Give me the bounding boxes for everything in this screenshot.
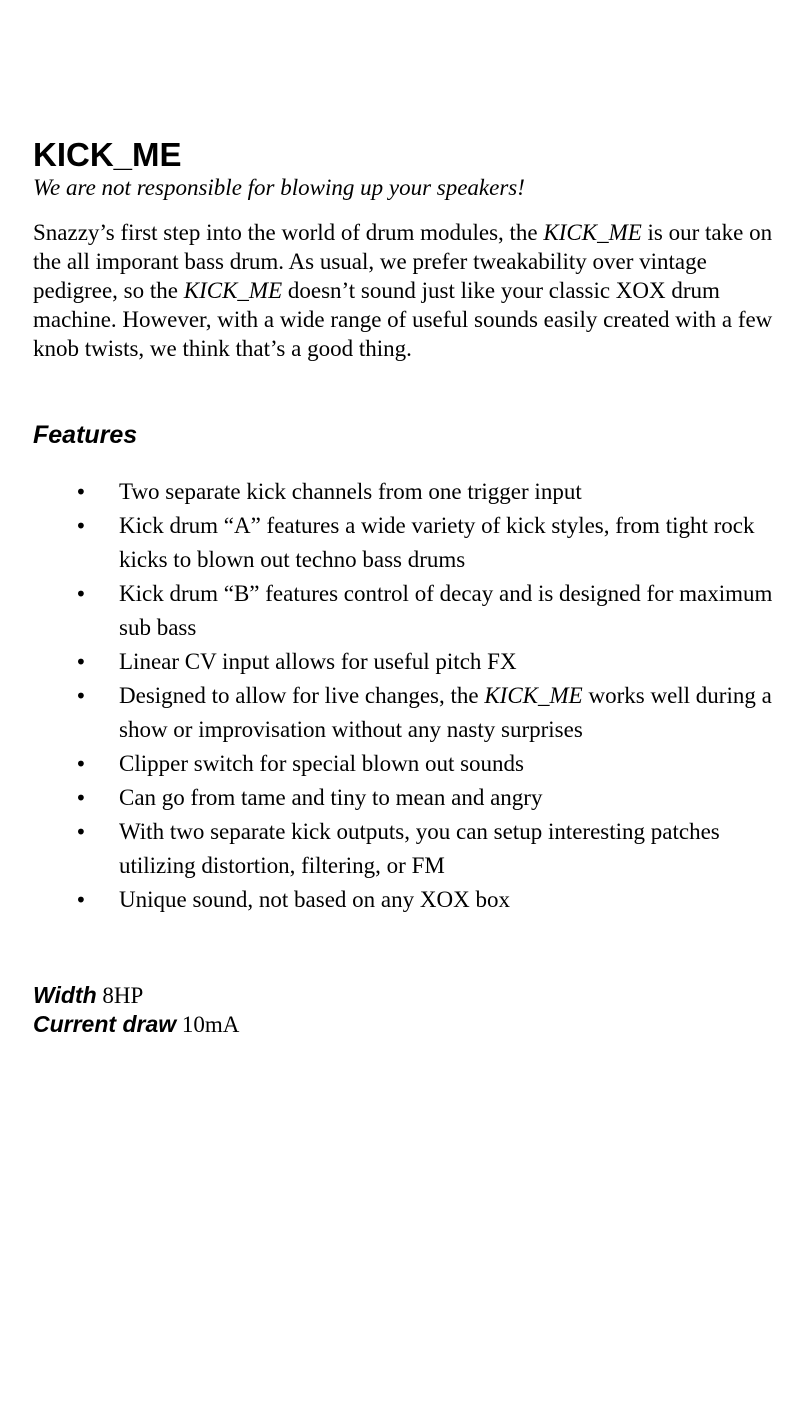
features-heading: Features <box>33 421 138 449</box>
bullet-icon: • <box>75 820 87 844</box>
bullet-icon: • <box>75 752 87 776</box>
feature-item <box>33 577 779 645</box>
feature-text: Can go from tame and tiny to mean and angry <box>119 785 543 810</box>
feature-item <box>33 883 779 917</box>
feature-item <box>33 815 779 883</box>
intro-text-3: doesn’t sound just like your classic XOX drum machine. However, with a wide range of useful sounds easily created with a few knob twists, we think that’s a good thing. <box>33 278 773 361</box>
spec-width-value: 8HP <box>102 983 144 1008</box>
product-tagline: We are not responsible for blowing up your speakers! <box>33 175 525 200</box>
bullet-icon: • <box>75 514 87 538</box>
spec-width-label: Width <box>33 982 97 1008</box>
spec-current-value: 10mA <box>181 1012 240 1037</box>
feature-text: Kick drum “A” features a wide variety of kick styles, from tight rock kicks to blown out techno bass drums <box>119 513 755 572</box>
feature-text: Clipper switch for special blown out sounds <box>119 751 525 776</box>
bullet-icon: • <box>75 650 87 674</box>
feature-item <box>33 475 779 509</box>
feature-text-post: works well during a show or improvisation without any nasty surprises <box>119 683 772 742</box>
feature-text: Unique sound, not based on any XOX box <box>119 887 510 912</box>
intro-product-name-2: KICK_ME <box>183 278 283 303</box>
feature-item <box>33 645 779 679</box>
intro-product-name-1: KICK_ME <box>543 220 642 245</box>
feature-text-pre: Designed to allow for live changes, the <box>119 683 485 708</box>
feature-text: Linear CV input allows for useful pitch FX <box>119 649 517 674</box>
product-title: KICK_ME <box>33 136 182 173</box>
feature-text: Two separate kick channels from one trigger input <box>119 479 582 504</box>
feature-text: Kick drum “B” features control of decay and is designed for maximum sub bass <box>119 581 773 640</box>
feature-text: With two separate kick outputs, you can setup interesting patches utilizing distortion, filtering, or FM <box>119 819 720 878</box>
feature-item <box>33 679 779 747</box>
bullet-icon: • <box>75 480 87 504</box>
feature-item <box>33 509 779 577</box>
feature-item <box>33 747 779 781</box>
product-sheet <box>33 136 783 1039</box>
spec-current-draw <box>33 1010 783 1039</box>
bullet-icon: • <box>75 888 87 912</box>
spec-current-label: Current draw <box>33 1011 177 1037</box>
features-list <box>33 475 783 917</box>
bullet-icon: • <box>75 786 87 810</box>
feature-product-name: KICK_ME <box>484 683 583 708</box>
intro-text-2: is our take on the all imporant bass drum. As usual, we prefer tweakability over vintage pedigree, so the <box>33 220 773 303</box>
bullet-icon: • <box>75 684 87 708</box>
bullet-icon: • <box>75 582 87 606</box>
feature-item <box>33 781 779 815</box>
intro-paragraph <box>33 218 778 363</box>
spec-width <box>33 981 783 1010</box>
intro-text-1: Snazzy’s first step into the world of drum modules, the <box>33 220 544 245</box>
specs-block <box>33 981 783 1039</box>
